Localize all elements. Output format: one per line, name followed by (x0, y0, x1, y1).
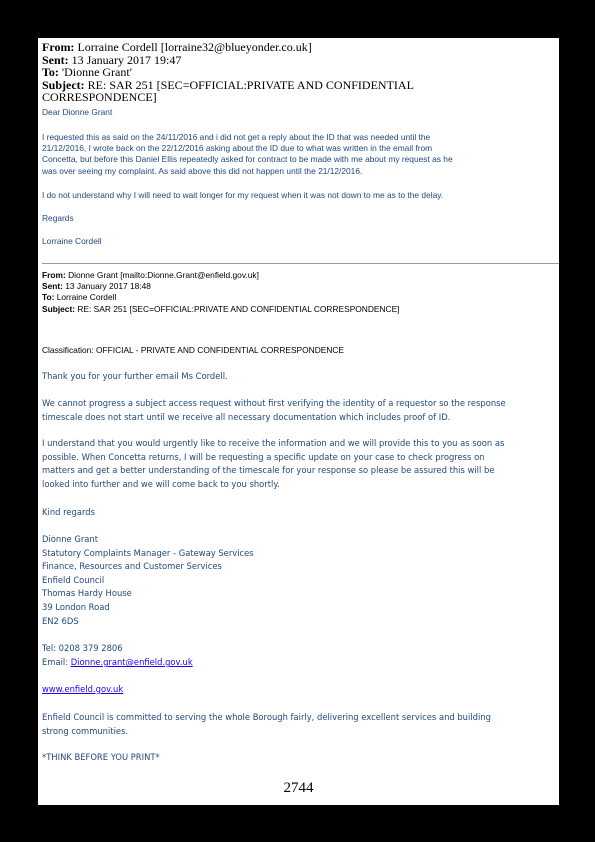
email1-sent-value: 13 January 2017 19:47 (71, 52, 182, 67)
email1-greeting: Dear Dionne Grant (42, 107, 113, 117)
email1-paragraph-2: I do not understand why I will need to wait longer for my request when it was not down to me as to the delay. (42, 190, 444, 200)
email2-closing: Kind regards (42, 507, 95, 517)
address-line-2: 39 London Road (42, 601, 110, 612)
email2-from-value: Dionne Grant [mailto:Dionne.Grant@enfield.gov.uk] (68, 270, 259, 280)
email1-sent-row: Sent: 13 January 2017 19:47 (42, 52, 182, 67)
email1-paragraph-1: I requested this as said on the 24/11/2016 and i did not get a reply about the ID that was needed until the 21/12/2016, I wrote back on the 22/12/2016 asking about the ID due to what was written in the email from Concetta, but before this Daniel Ellis repeatedly asked for contract to be made with me about my request as he was over seeing my complaint. As said above this did not happen until the 21/12/2016. (42, 132, 453, 176)
address-postcode: EN2 6DS (42, 615, 79, 626)
email2-classification: Classification: OFFICIAL - PRIVATE AND CONFIDENTIAL CORRESPONDENCE (42, 345, 345, 355)
document-page (38, 38, 559, 805)
email1-header (42, 41, 559, 104)
email2-to-row: To: Lorraine Cordell (42, 292, 117, 303)
email2-paragraph-2: I understand that you would urgently like to receive the information and we will provide this to you as soon as possible. When Concetta returns, I will be requesting a specific update on your case to check progress on matters and get a better understanding of the timescale for your response so please be assured this will be looked into further and we will come back to you shortly. (42, 438, 505, 489)
address-line-1: Thomas Hardy House (42, 588, 132, 599)
email2-website-row (42, 683, 123, 697)
email1-closing: Regards (42, 213, 74, 223)
website-link[interactable]: www.enfield.gov.uk (42, 684, 124, 694)
page-number: 2744 (283, 780, 314, 796)
email2-email-row: Email: Dionne.grant@enfield.gov.uk (42, 657, 193, 667)
email2-subject-value: RE: SAR 251 [SEC=OFFICIAL:PRIVATE AND CONFIDENTIAL CORRESPONDENCE] (77, 303, 400, 314)
email2-thanks: Thank you for your further email Ms Cordell. (42, 371, 228, 381)
email2-subject-row: Subject: RE: SAR 251 [SEC=OFFICIAL:PRIVATE AND CONFIDENTIAL CORRESPONDENCE] (42, 303, 400, 314)
email1-from-value: Lorraine Cordell [lorraine32@blueyonder.co.uk] (77, 40, 312, 54)
email2-commitment: Enfield Council is committed to serving the whole Borough fairly, delivering excellent services and building strong communities. (42, 712, 491, 736)
signature-title: Statutory Complaints Manager - Gateway Services (42, 547, 254, 558)
email-link[interactable]: Dionne.grant@enfield.gov.uk (70, 657, 193, 667)
email2-paragraph-1: We cannot progress a subject access request without first verifying the identity of a requestor so the response timescale does not start until we receive all necessary documentation which includes proof of ID. (42, 398, 506, 422)
email2-from-row: From: Dionne Grant [mailto:Dionne.Grant@enfield.gov.uk] (42, 270, 259, 280)
email2-header (42, 270, 400, 315)
email1-from-row: From: Lorraine Cordell [lorraine32@blueyonder.co.uk] (42, 40, 312, 54)
email1-subject-row: Subject: RE: SAR 251 [SEC=OFFICIAL:PRIVATE AND CONFIDENTIAL (42, 77, 414, 92)
email1-signature: Lorraine Cordell (42, 236, 102, 246)
email2-to-value: Lorraine Cordell (56, 292, 117, 303)
signature-organisation: Enfield Council (42, 574, 105, 585)
email2-print-note: *THINK BEFORE YOU PRINT* (42, 752, 160, 762)
divider (42, 263, 559, 264)
email2-sent-value: 13 January 2017 18:48 (65, 281, 151, 292)
signature-department: Finance, Resources and Customer Services (42, 561, 222, 572)
signature-name: Dionne Grant (42, 534, 98, 544)
email2-signature-block (42, 533, 254, 628)
email1-to-value: 'Dionne Grant' (61, 65, 132, 79)
email1-subject-row-2: CORRESPONDENCE] (42, 90, 157, 104)
email1-subject-value: RE: SAR 251 [SEC=OFFICIAL:PRIVATE AND CONFIDENTIAL (87, 77, 414, 92)
email1-to-row: To: 'Dionne Grant' (42, 65, 132, 79)
email2-sent-row: Sent: 13 January 2017 18:48 (42, 281, 151, 292)
email2-telephone: Tel: 0208 379 2806 (42, 643, 123, 653)
